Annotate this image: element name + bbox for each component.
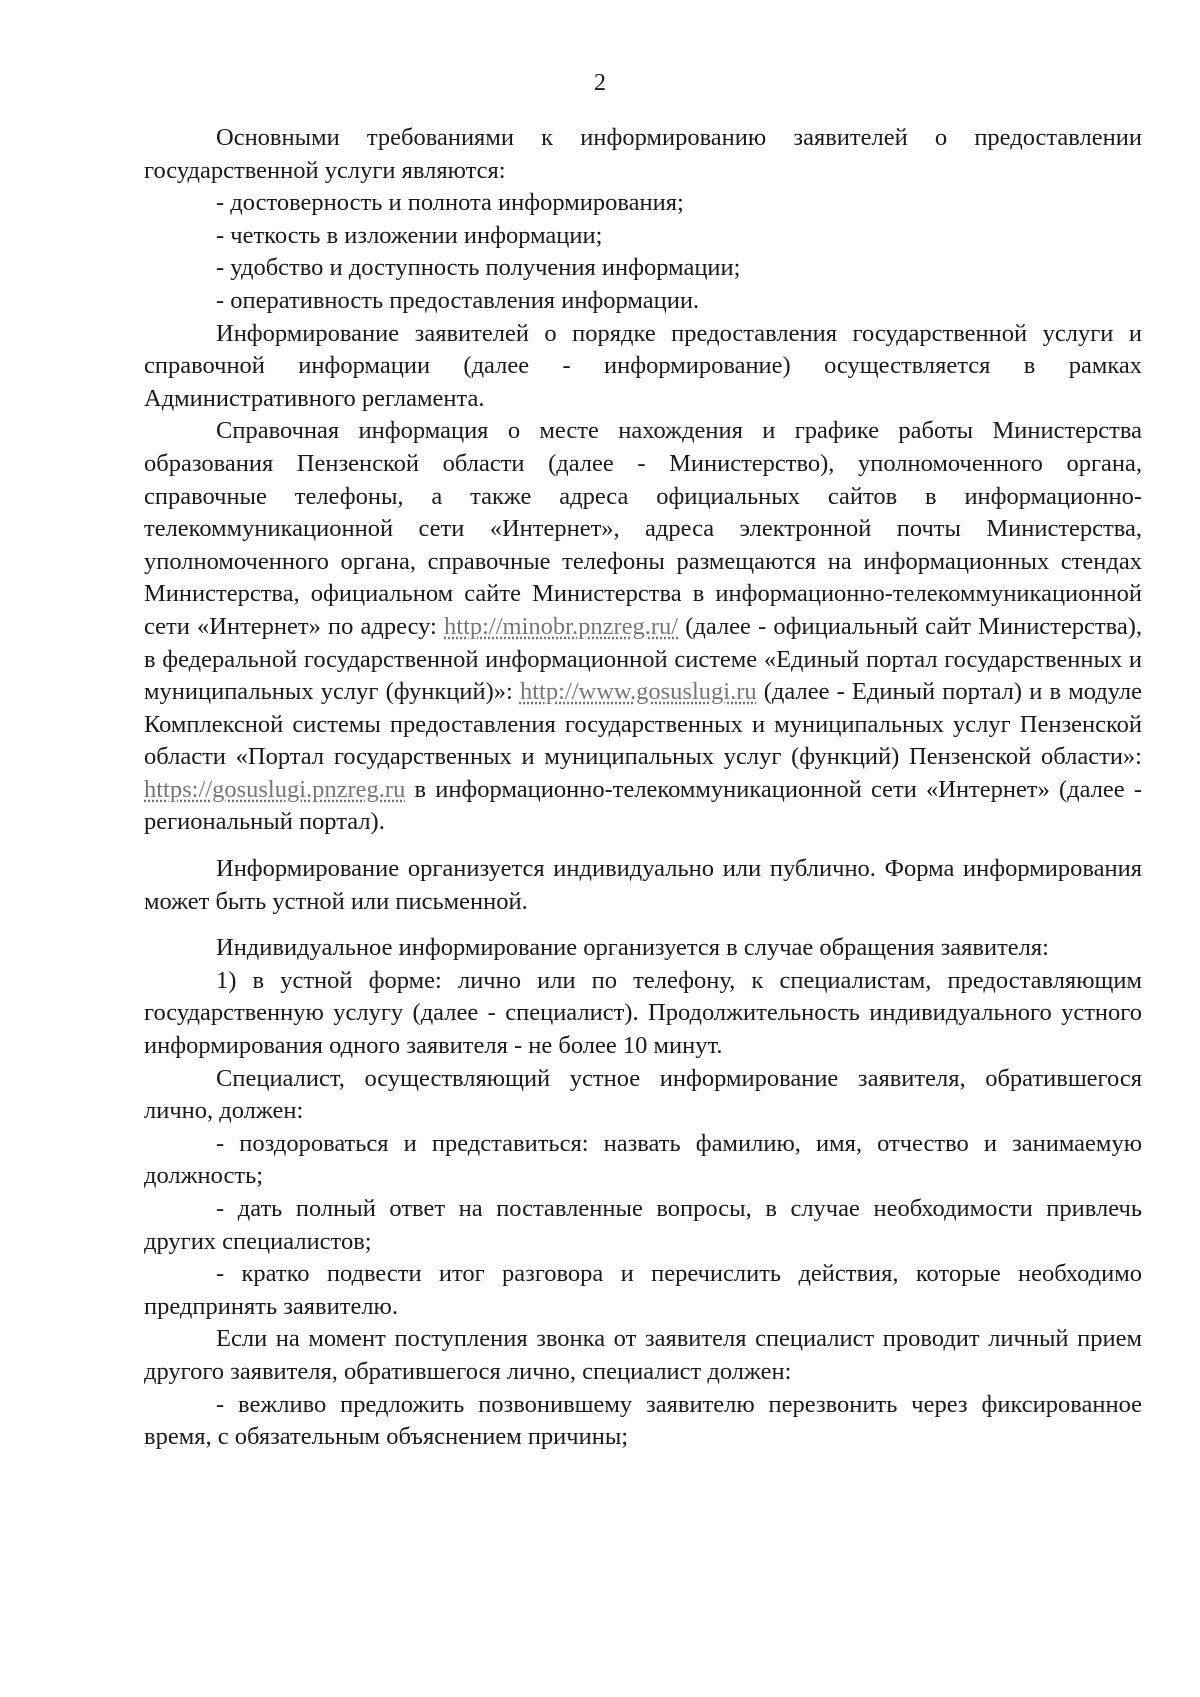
list-item-full-answer: - дать полный ответ на поставленные вопросы, в случае необходимости привлечь других специалистов; [144,1195,1142,1255]
paragraph-informing-order: Информирование заявителей о порядке предоставления государственной услуги и справочной информации (далее - информирование) осуществляется в рамках Административного регламента. [144,319,1142,412]
paragraph-informing-forms: Информирование организуется индивидуально или публично. Форма информирования может быть устной или письменной. [144,855,1142,915]
reference-info-text-b: (далее - официальный сайт Министерства), в федеральной государственной информационной системе «Единый портал государственных и муниципальных услуг (функций)»: [144,612,1142,706]
reference-info-text-c: (далее - Единый портал) и в модуле Комплексной системы предоставления государственных и муниципальных услуг Пензенской области «Портал государственных и муниципальных услуг (функций) Пензенской области»: [144,678,1143,771]
list-item-clarity: - четкость в изложении информации; [216,221,603,249]
document-body [144,122,1142,1454]
list-item-summarize: - кратко подвести итог разговора и перечислить действия, которые необходимо предпринять заявителю. [144,1260,1142,1320]
page-number: 2 [594,70,606,96]
paragraph-reference-info [144,415,1142,839]
paragraph-individual-informing: Индивидуальное информирование организуется в случае обращения заявителя: [216,934,1049,962]
reference-info-text-a: Справочная информация о месте нахождения и графике работы Министерства образования Пензенской области (далее - Министерство), уполномоченного органа, справочные телефоны, а также адреса официальных сайтов в информационно-телекоммуникационной сети «Интернет», адреса электронной почты Министерства, уполномоченного органа, справочные телефоны размещаются на информационных стендах Министерства, официальном сайте Министерства в информационно-телекоммуникационной сети «Интернет» по адресу: [144,417,1142,640]
paragraph-call-during-reception: Если на момент поступления звонка от заявителя специалист проводит личный прием другого заявителя, обратившегося лично, специалист должен: [144,1325,1142,1385]
list-item-accessibility: - удобство и доступность получения информации; [216,254,741,282]
paragraph-requirements-intro: Основными требованиями к информированию заявителей о предоставлении государственной услуги являются: [144,124,1142,184]
list-item-promptness: - оперативность предоставления информации. [216,286,700,314]
reference-info-text-d: в информационно-телекоммуникационной сети «Интернет» (далее - региональный портал). [144,775,1142,836]
gosuslugi-link[interactable]: http://www.gosuslugi.ru [519,678,757,706]
ministry-site-link[interactable]: http://minobr.pnzreg.ru/ [444,612,679,640]
paragraph-specialist-duties: Специалист, осуществляющий устное информирование заявителя, обратившегося лично, должен: [144,1064,1142,1125]
regional-portal-link[interactable]: https://gosuslugi.pnzreg.ru [144,775,406,803]
paragraph-oral-form: 1) в устной форме: лично или по телефону, к специалистам, предоставляющим государственную услугу (далее - специалист). Продолжительность индивидуального устного информирования одного заявителя - не более 10 минут. [144,966,1142,1060]
list-item-greet: - поздороваться и представиться: назвать фамилию, имя, отчество и занимаемую должность; [144,1129,1142,1190]
list-item-reliability: - достоверность и полнота информирования; [216,189,684,217]
list-item-call-back: - вежливо предложить позвонившему заявителю перезвонить через фиксированное время, с обязательным объяснением причины; [144,1390,1142,1451]
